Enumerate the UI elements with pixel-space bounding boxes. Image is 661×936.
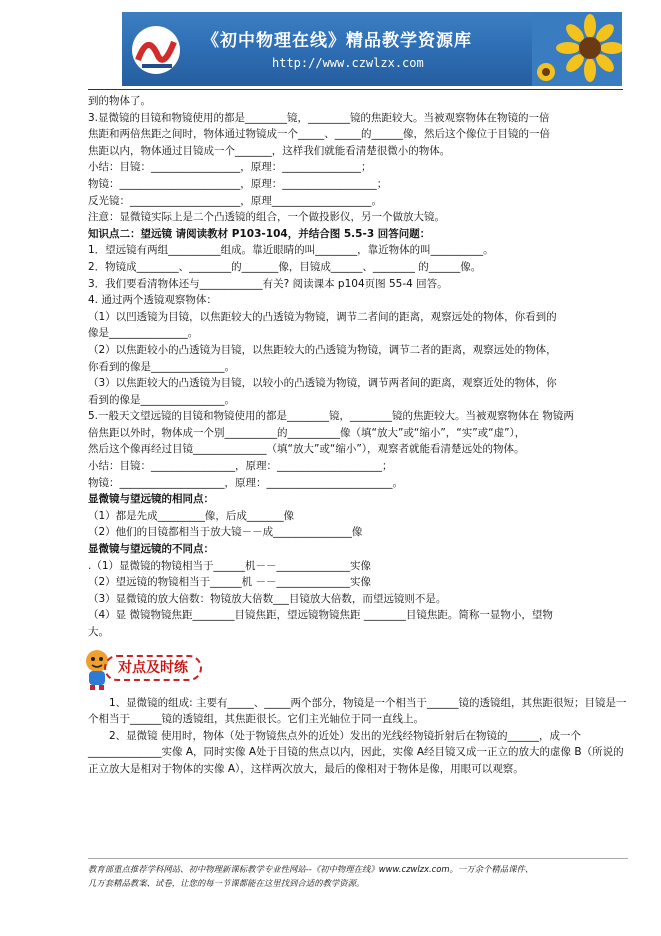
text-line: 看到的像是________________。 xyxy=(88,393,235,406)
text-line: （2）望远镜的物镜相当于______机 －－______________实像 xyxy=(88,576,372,589)
text-line: 5.一般天文望远镜的目镜和物镜使用的都是________镜，________镜的焦距较大。当被观察物体在 物镜两 xyxy=(88,410,574,423)
text-line: 小结：目镜：_________________，原理：_______________； xyxy=(88,161,372,174)
text-line: （2）以焦距较小的凸透镜为目镜，以焦距较大的凸透镜为物镜，调节二者的距离，观察远处的物体， xyxy=(88,343,557,356)
section-heading: 知识点二：望远镜 请阅读教材 P103-104，并结合图 5.5-3 回答问题： xyxy=(88,227,431,240)
exercise-item: 2、显微镜 使用时，物体（处于物镜焦点外的近处）发出的光线经物镜折射后在物镜的______，成一个______________实像 A，同时实像 A处于目镜的焦点以内，因此，实像 A经目镜又成一正立的放大的虚像 B（所说的正立放大是相对于物体的实像 A），这样两次放大，最后的像相对于物体是像，用眼可以观察。 xyxy=(88,729,624,775)
section-heading: 显微镜与望远镜的不同点： xyxy=(88,543,214,556)
text-line: 3．我们要看清物体还与____________有关? 阅读课本 p104页图 55-4 回答。 xyxy=(88,277,448,290)
sunflower-icon xyxy=(532,12,622,86)
text-line: （3）显微镜的放大倍数：物镜放大倍数___目镜放大倍数，而望远镜则不是。 xyxy=(88,592,447,605)
site-logo-icon xyxy=(128,22,184,78)
text-line: 物镜：____________________，原理：________________________。 xyxy=(88,476,403,489)
text-line: 物镜：_______________________，原理：__________________； xyxy=(88,177,388,190)
exercise-heading-area xyxy=(88,647,628,695)
text-line: （2）他们的目镜都相当于放大镜－－成_______________像 xyxy=(88,526,363,539)
footer-rule xyxy=(88,858,628,859)
text-line: 3.显微镜的目镜和物镜使用的都是________镜，________镜的焦距较大。当被观察物体在物镜的一倍 xyxy=(88,111,550,124)
text-line: 倍焦距以外时，物体成一个别__________的__________像（填“放大”或“缩小”，“实”或“虚”）， xyxy=(88,426,526,439)
exercise-heading: 对点及时练 xyxy=(104,655,202,682)
text-line: 大。 xyxy=(88,626,109,638)
banner-title: 《初中物理在线》精品教学资源库 xyxy=(202,31,472,51)
text-line: （3）以焦距较大的凸透镜为目镜，以较小的凸透镜为物镜，调节两者间的距离，观察近处的物体，你 xyxy=(88,377,557,390)
text-line: 焦距和两倍焦距之间时，物体通过物镜成一个_____、_____的______像，然后这个像位于目镜的一倍 xyxy=(88,128,550,141)
text-line: 注意：显微镜实际上是二个凸透镜的组合，一个做投影仪，另一个做放大镜。 xyxy=(88,211,445,224)
text-line: 然后这个像再经过目镜______________（填“放大”或“缩小”），观察者就能看清楚远处的物体。 xyxy=(88,443,525,456)
text-line: 焦距以内，物体通过目镜成一个_______，这样我们就能看清楚很微小的物体。 xyxy=(88,144,451,157)
text-line: 小结：目镜：________________，原理：____________________； xyxy=(88,460,393,473)
section-heading: 显微镜与望远镜的相同点： xyxy=(88,493,214,506)
text-line: 4. 通过两个透镜观察物体： xyxy=(88,294,217,307)
header-banner xyxy=(122,12,622,86)
text-line: （4）显 微镜物镜焦距________目镜焦距，望远镜物镜焦距 ________目镜焦距。简称一显物小，望物 xyxy=(88,609,553,622)
text-line: （1）都是先成_________像，后成_______像 xyxy=(88,509,295,522)
header-rule xyxy=(88,89,623,90)
exercise-item: 1、显微镜的组成: 主要有_____、_____两个部分，物镜是一个相当于______镜的透镜组，其焦距很短；目镜是一个相当于______镜的透镜组，其焦距很长。它们主光轴位于同一直线上。 xyxy=(88,696,627,726)
page-footer xyxy=(88,862,628,890)
text-line: 2．物镜成________、________的_______像，目镜成______、________ 的______像。 xyxy=(88,260,482,273)
text-line: .（1）显微镜的物镜相当于______机－－______________实像 xyxy=(88,559,372,572)
text-line: 反光镜：_____________________，原理___________________。 xyxy=(88,194,382,207)
text-line: 1．望远镜有两组__________组成。靠近眼睛的叫________，靠近物体的叫__________。 xyxy=(88,244,494,257)
worksheet-content xyxy=(88,93,628,778)
banner-url[interactable]: http://www.czwlzx.com xyxy=(272,56,424,70)
footer-line: 教育部重点推荐学科网站、初中物理新课标教学专业性网站--《初中物理在线》www.czwlzx.com。一万余个精品课件、 xyxy=(88,864,534,874)
text-line: （1）以凹透镜为目镜，以焦距较大的凸透镜为物镜，调节二者间的距离，观察远处的物体，你看到的 xyxy=(88,310,557,323)
text-line: 到的物体了。 xyxy=(88,95,151,107)
footer-line: 几万套精品教案、试卷，让您的每一节课都能在这里找到合适的教学资源。 xyxy=(88,878,365,888)
text-line: 像是_______________。 xyxy=(88,327,199,340)
text-line: 你看到的像是______________。 xyxy=(88,360,235,373)
